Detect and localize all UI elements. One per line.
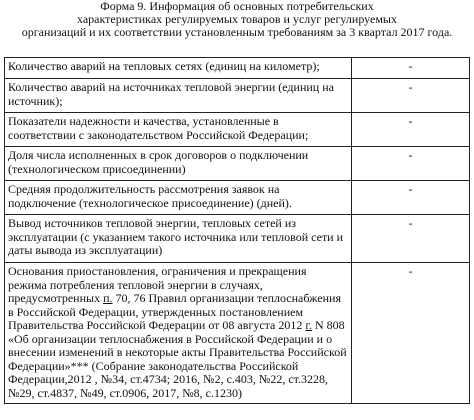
heading-line-1: Форма 9. Информация об основных потребительских (100, 0, 374, 13)
table-row (5, 181, 470, 215)
row-label: Количество аварий на источниках тепловой энергии (единиц на источник); (5, 79, 352, 113)
row-label: Средняя продолжительность рассмотрения заявок на подключение (технологическое присоединение) (дней). (5, 181, 352, 215)
row-label-part: N 808 «Об организации теплоснабжения в Российской Федерации и о внесении изменений в некоторые акты Правительства Российской Федерации»*** (Собрание законодательства Российской Федерации,2012 , №34, ст.4734; 2016, №2, с.403, №22, ст.3228, №29, ст.4837, №49, ст.0906, 2017, №8, с.1230) (8, 318, 347, 400)
heading-line-3: организаций и их соответствии установленным требованиям за 3 квартал 2017 года. (21, 25, 453, 39)
row-label (5, 263, 352, 404)
row-label-link-year: г. (305, 318, 312, 332)
row-label-link-point: п. (103, 291, 113, 305)
row-value: - (352, 215, 470, 263)
row-value: - (352, 58, 470, 79)
table-row (5, 113, 470, 147)
row-value: - (352, 147, 470, 181)
row-value: - (352, 113, 470, 147)
characteristics-table (4, 57, 470, 404)
table-row (5, 58, 470, 79)
row-label: Вывод источников тепловой энергии, тепловых сетей из эксплуатации (с указанием такого источника или тепловой сети и даты вывода из эксплуатации) (5, 215, 352, 263)
table-row (5, 263, 470, 404)
row-label: Доля числа исполненных в срок договоров о подключении (технологическом присоединении) (5, 147, 352, 181)
form-heading (4, 0, 470, 39)
row-value: - (352, 181, 470, 215)
table-row (5, 215, 470, 263)
row-label: Количество аварий на тепловых сетях (единиц на километр); (5, 58, 352, 79)
row-value: - (352, 263, 470, 404)
row-label-part: Основания приостановления, ограничения и прекращения режима потребления тепловой энергии в случаях, предусмотренных (8, 264, 307, 305)
table-row (5, 79, 470, 113)
heading-line-2: характеристиках регулируемых товаров и услуг регулируемых (77, 12, 397, 26)
row-label-part: 70, 76 Правил организации теплоснабжения в Российской Федерации, утвержденных постановлением Правительства Российской Федерации от 08 августа 2012 (8, 291, 341, 332)
row-value: - (352, 79, 470, 113)
row-label: Показатели надежности и качества, установленные в соответствии с законодательством Российской Федерации; (5, 113, 352, 147)
table-row (5, 147, 470, 181)
